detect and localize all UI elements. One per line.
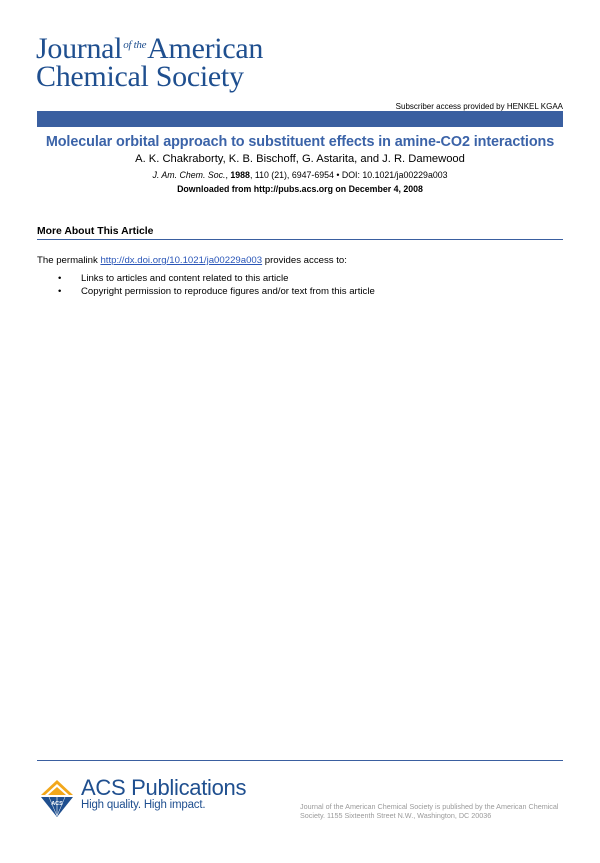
more-about-heading: More About This Article — [37, 226, 154, 237]
journal-name-of-the: of the — [123, 39, 147, 51]
bullet-icon: • — [58, 273, 62, 284]
header-bar — [37, 111, 563, 127]
permalink-suffix: provides access to: — [262, 255, 347, 266]
acs-publications-name: ACS Publications — [81, 775, 247, 800]
subscriber-access-note: Subscriber access provided by HENKEL KGAA — [395, 102, 563, 111]
acs-logo-letters: ACS — [51, 801, 63, 807]
list-item-text: Links to articles and content related to this article — [81, 273, 289, 284]
section-divider — [37, 239, 563, 240]
list-item — [58, 273, 375, 286]
citation-comma: , — [225, 170, 231, 180]
download-note: Downloaded from http://pubs.acs.org on December 4, 2008 — [177, 184, 423, 194]
access-list — [58, 273, 375, 299]
citation-year: 1988 — [230, 170, 250, 180]
journal-name-journal: Journal — [36, 32, 123, 65]
publisher-note: Journal of the American Chemical Society is published by the American Chemical Society. 1155 Sixteenth Street N.W., Washington, DC 20036 — [300, 802, 559, 820]
permalink-link[interactable]: http://dx.doi.org/10.1021/ja00229a003 — [100, 255, 263, 266]
acs-tagline: High quality. High impact. — [81, 799, 206, 811]
acs-sunburst-icon — [41, 780, 73, 817]
article-title: Molecular orbital approach to substituent effects in amine-CO2 interactions — [45, 134, 555, 150]
journal-name-american: American — [147, 32, 264, 65]
article-authors: A. K. Chakraborty, K. B. Bischoff, G. Astarita, and J. R. Damewood — [135, 153, 465, 165]
footer-divider — [37, 760, 563, 761]
permalink-prefix: The permalink — [37, 255, 101, 266]
bullet-icon: • — [58, 286, 62, 297]
citation-journal: J. Am. Chem. Soc. — [152, 170, 226, 180]
permalink-sentence — [37, 255, 347, 266]
journal-logo — [36, 34, 263, 92]
citation-details: , 110 (21), 6947-6954 • DOI: 10.1021/ja00229a003 — [249, 170, 448, 180]
list-item — [58, 286, 375, 299]
journal-name-chemical-society: Chemical Society — [36, 60, 244, 93]
article-citation — [0, 170, 600, 180]
list-item-text: Copyright permission to reproduce figures and/or text from this article — [81, 286, 375, 297]
